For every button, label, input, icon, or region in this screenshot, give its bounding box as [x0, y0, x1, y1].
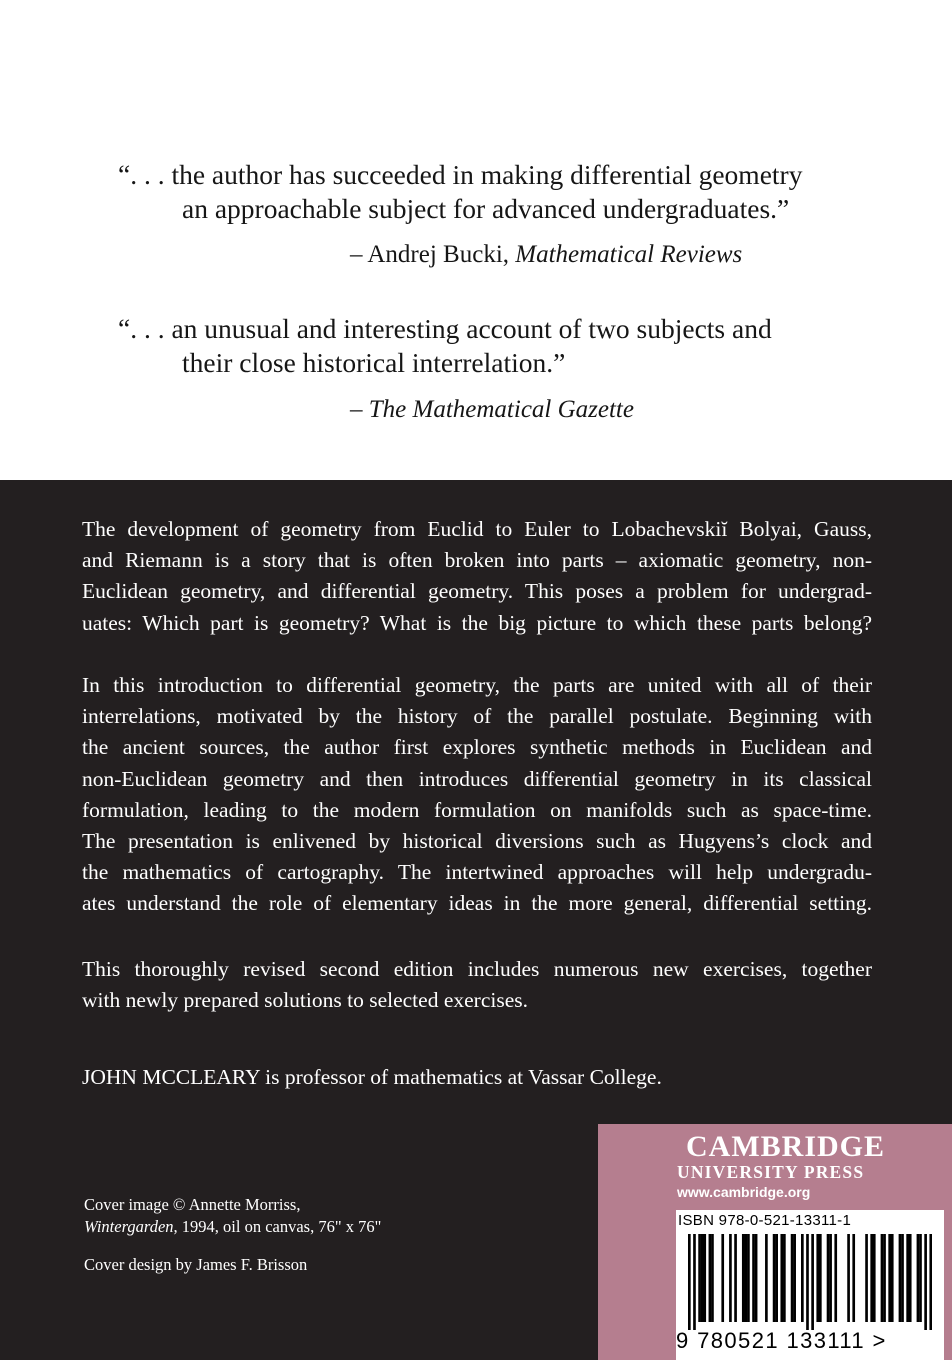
barcode-digits: 9 780521 133111 >: [676, 1328, 887, 1353]
quote-2-attribution: [350, 396, 634, 424]
barcode-bar: [929, 1234, 932, 1330]
p3-line: This thoroughly revised second edition includes numerous new exercises, together: [82, 957, 872, 981]
p2-line: the mathematics of cartography. The intertwined approaches will help undergradu-: [82, 860, 872, 885]
publisher-logo-press: UNIVERSITY PRESS: [677, 1162, 865, 1182]
barcode-bar: [729, 1234, 732, 1322]
barcode-bar: [924, 1234, 927, 1330]
barcode-bar: [806, 1234, 809, 1330]
barcode-bars: [688, 1234, 932, 1330]
barcode-bar: [873, 1234, 876, 1322]
p1-line: The development of geometry from Euclid to Euler to Lobachevskiĭ Bolyai, Gauss,: [82, 517, 872, 541]
barcode-bar: [780, 1234, 783, 1322]
isbn-label: ISBN 978-0-521-13311-1: [678, 1212, 852, 1229]
author-bio: [82, 1062, 872, 1093]
barcode-bar: [816, 1234, 819, 1322]
barcode-bar: [703, 1234, 706, 1322]
barcode-bar: [881, 1234, 884, 1322]
barcode-bar: [711, 1234, 714, 1322]
p1-line: uates: Which part is geometry? What is the big picture to which these parts belong?: [82, 610, 872, 635]
barcode-bar: [698, 1234, 701, 1322]
barcode-bar: [919, 1234, 922, 1322]
barcode-bar: [745, 1234, 748, 1322]
barcode-bar: [819, 1234, 822, 1322]
attribution-2-dash: –: [350, 396, 369, 423]
barcode-bar: [870, 1234, 873, 1322]
attribution-1-source: Mathematical Reviews: [515, 241, 743, 268]
artwork-title: Wintergarden: [84, 1217, 174, 1236]
barcode-bar: [783, 1234, 786, 1322]
barcode-bar: [742, 1234, 745, 1322]
attribution-1-author: – Andrej Bucki,: [350, 241, 516, 268]
quote-2-line-1: “. . . an unusual and interesting account of two subjects and: [118, 313, 772, 344]
publisher-logo-name: CAMBRIDGE: [686, 1130, 886, 1163]
p1-line: and Riemann is a story that is often broken into parts – axiomatic geometry, non-: [82, 548, 872, 573]
cover-image-credit: [84, 1194, 381, 1238]
barcode-bar: [829, 1234, 832, 1322]
barcode-bar: [901, 1234, 904, 1322]
barcode-bar: [747, 1234, 750, 1322]
cover-image-credit-line-1: Cover image © Annette Morriss,: [84, 1195, 301, 1214]
barcode-bar: [852, 1234, 855, 1322]
barcode-bar: [793, 1234, 796, 1322]
quotes-section: [0, 0, 952, 480]
barcode-bar: [888, 1234, 891, 1322]
attribution-2-source: The Mathematical Gazette: [368, 396, 634, 423]
barcode-bar: [752, 1234, 755, 1322]
cover-design-credit: Cover design by James F. Brisson: [84, 1255, 308, 1274]
quote-1-attribution: [350, 241, 742, 269]
barcode-bar: [847, 1234, 850, 1322]
barcode-bar: [709, 1234, 712, 1322]
barcode-bar: [827, 1234, 830, 1322]
review-quote-2: [118, 312, 772, 380]
description-paragraph-2: [82, 670, 872, 920]
barcode-bar: [791, 1234, 794, 1322]
p2-line: interrelations, motivated by the history of the parallel postulate. Beginning with: [82, 704, 872, 729]
p1-line: Euclidean geometry, and differential geometry. This poses a problem for undergrad-: [82, 579, 872, 604]
barcode-bar: [801, 1234, 804, 1322]
p2-line: In this introduction to differential geometry, the parts are united with all of their: [82, 673, 872, 697]
quote-1-line-2: an approachable subject for advanced undergraduates.”: [182, 193, 790, 224]
barcode-bar: [906, 1234, 909, 1322]
barcode-bar: [755, 1234, 758, 1322]
barcode-bar: [775, 1234, 778, 1322]
barcode-bar: [765, 1234, 768, 1322]
p2-line: ates understand the role of elementary ideas in the more general, differential setting.: [82, 891, 872, 916]
p2-line: The presentation is enlivened by historical diversions such as Hugyens’s clock and: [82, 829, 872, 854]
barcode-bar: [721, 1234, 724, 1322]
barcode-bar: [883, 1234, 886, 1322]
quote-1-line-1: “. . . the author has succeeded in making differential geometry: [118, 159, 803, 190]
barcode-bar: [891, 1234, 894, 1322]
barcode-bar: [701, 1234, 704, 1322]
barcode-bar: [899, 1234, 902, 1322]
p3-line: with newly prepared solutions to selected exercises.: [82, 988, 528, 1013]
isbn-barcode: [676, 1210, 944, 1360]
barcode-bar: [734, 1234, 737, 1322]
author-bio-text: JOHN MCCLEARY is professor of mathematics at Vassar College.: [82, 1065, 662, 1089]
p2-line: the ancient sources, the author first explores synthetic methods in Euclidean and: [82, 735, 872, 760]
barcode-bar: [773, 1234, 776, 1322]
review-quote-1: [118, 158, 802, 226]
barcode-bar: [909, 1234, 912, 1322]
cover-image-credit-line-2: [84, 1216, 381, 1238]
barcode-bar: [688, 1234, 691, 1330]
publisher-panel: [598, 1124, 952, 1360]
barcode-bar: [917, 1234, 920, 1322]
barcode-bar: [693, 1234, 696, 1330]
p2-line: formulation, leading to the modern formulation on manifolds such as space-time.: [82, 797, 872, 822]
artwork-details: , 1994, oil on canvas, 76" x 76": [173, 1217, 382, 1236]
quote-2-line-2: their close historical interrelation.”: [182, 347, 566, 378]
p2-line: non-Euclidean geometry and then introduces differential geometry in its classical: [82, 766, 872, 791]
barcode-bar: [865, 1234, 868, 1322]
barcode-bar: [811, 1234, 814, 1330]
publisher-url: www.cambridge.org: [677, 1184, 811, 1200]
barcode-bar: [834, 1234, 837, 1322]
description-paragraph-1: [82, 514, 872, 639]
description-paragraph-3: [82, 954, 872, 1016]
